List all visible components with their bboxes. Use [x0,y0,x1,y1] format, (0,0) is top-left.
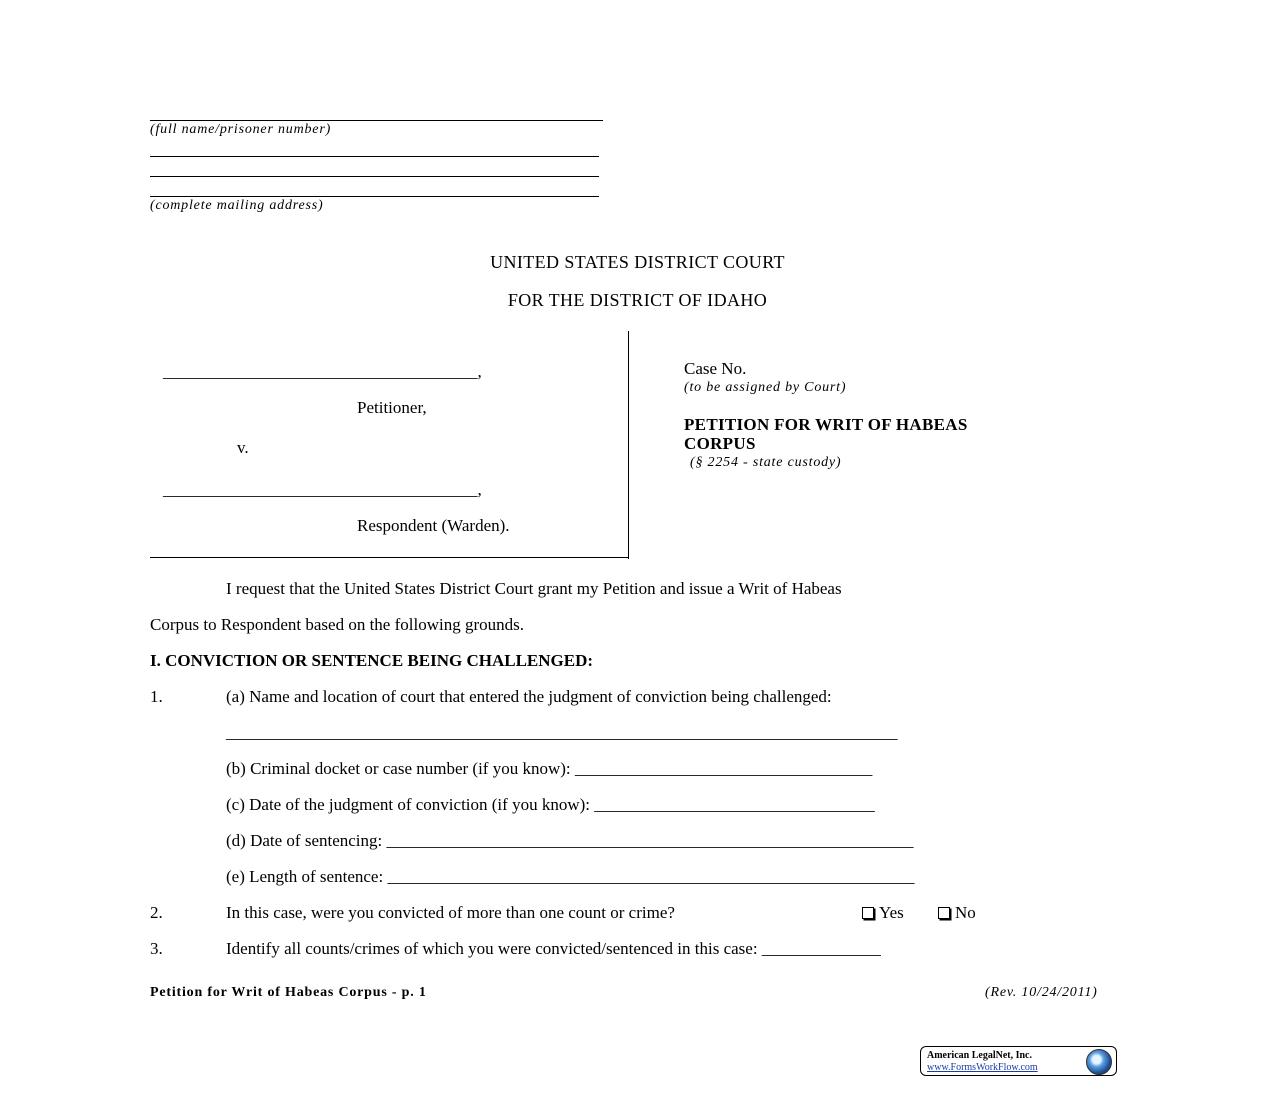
section-heading: I. CONVICTION OR SENTENCE BEING CHALLENGED: [150,651,594,670]
question-1c-label: (c) Date of the judgment of conviction (if you know): [226,795,590,814]
question-3-number: 3. [150,939,163,958]
question-1b [226,759,872,779]
address-caption: (complete mailing address) [150,198,324,213]
question-2-number: 2. [150,903,163,922]
yes-checkbox[interactable] [862,907,874,919]
petitioner-name-blank[interactable]: _____________________________________, [163,362,482,381]
question-3 [226,939,881,959]
footer-revision: (Rev. 10/24/2011) [985,985,1098,1000]
globe-icon [1086,1049,1112,1075]
question-1d [226,831,914,851]
question-1b-blank[interactable]: ___________________________________ [574,759,873,778]
no-label: No [955,903,976,922]
statute-note: (§ 2254 - state custody) [690,455,842,470]
yes-option[interactable] [862,903,904,923]
respondent-name-blank[interactable]: _____________________________________, [163,480,482,499]
question-1e [226,867,914,887]
case-number-label: Case No. [684,359,747,378]
intro-line-1: I request that the United States District Court grant my Petition and issue a Writ of Habeas [226,579,842,598]
question-3-blank[interactable]: ______________ [761,939,881,958]
court-district: FOR THE DISTRICT OF IDAHO [507,290,768,310]
caption-divider-vertical [628,331,629,559]
yes-label: Yes [879,903,904,922]
question-1a: (a) Name and location of court that entered the judgment of conviction being challenged: [226,687,832,706]
no-option[interactable] [938,903,976,923]
no-checkbox[interactable] [938,907,950,919]
question-2: In this case, were you convicted of more than one count or crime? [226,903,675,922]
petitioner-label: Petitioner, [357,398,427,417]
logo-company-name: American LegalNet, Inc. [927,1050,1032,1061]
address-line-2[interactable] [150,176,599,177]
question-1e-label: (e) Length of sentence: [226,867,384,886]
question-1a-blank[interactable]: _______________________________________________________________________________ [226,723,898,742]
document-title-line-2: CORPUS [684,434,756,453]
respondent-label: Respondent (Warden). [357,516,510,535]
legalnet-logo[interactable] [920,1046,1117,1076]
name-caption: (full name/prisoner number) [150,122,332,137]
court-name: UNITED STATES DISTRICT COURT [490,252,785,272]
versus: v. [237,438,249,457]
question-1b-label: (b) Criminal docket or case number (if you know): [226,759,571,778]
address-line-1[interactable] [150,156,599,157]
question-1d-blank[interactable]: ______________________________________________________________ [386,831,914,850]
question-1e-blank[interactable]: ______________________________________________________________ [387,867,915,886]
question-1c-blank[interactable]: _________________________________ [594,795,875,814]
document-title-line-1: PETITION FOR WRIT OF HABEAS [684,415,968,434]
name-line[interactable] [150,120,603,121]
question-3-label: Identify all counts/crimes of which you were convicted/sentenced in this case: [226,939,758,958]
question-1c [226,795,875,815]
case-number-note: (to be assigned by Court) [684,380,847,395]
caption-divider-horizontal [150,557,629,558]
logo-url[interactable]: www.FormsWorkFlow.com [927,1062,1038,1073]
footer-page-label: Petition for Writ of Habeas Corpus - p. 1 [150,985,427,1000]
address-line-3[interactable] [150,196,599,197]
intro-line-2: Corpus to Respondent based on the following grounds. [150,615,524,634]
question-1-number: 1. [150,687,163,706]
question-1d-label: (d) Date of sentencing: [226,831,383,850]
